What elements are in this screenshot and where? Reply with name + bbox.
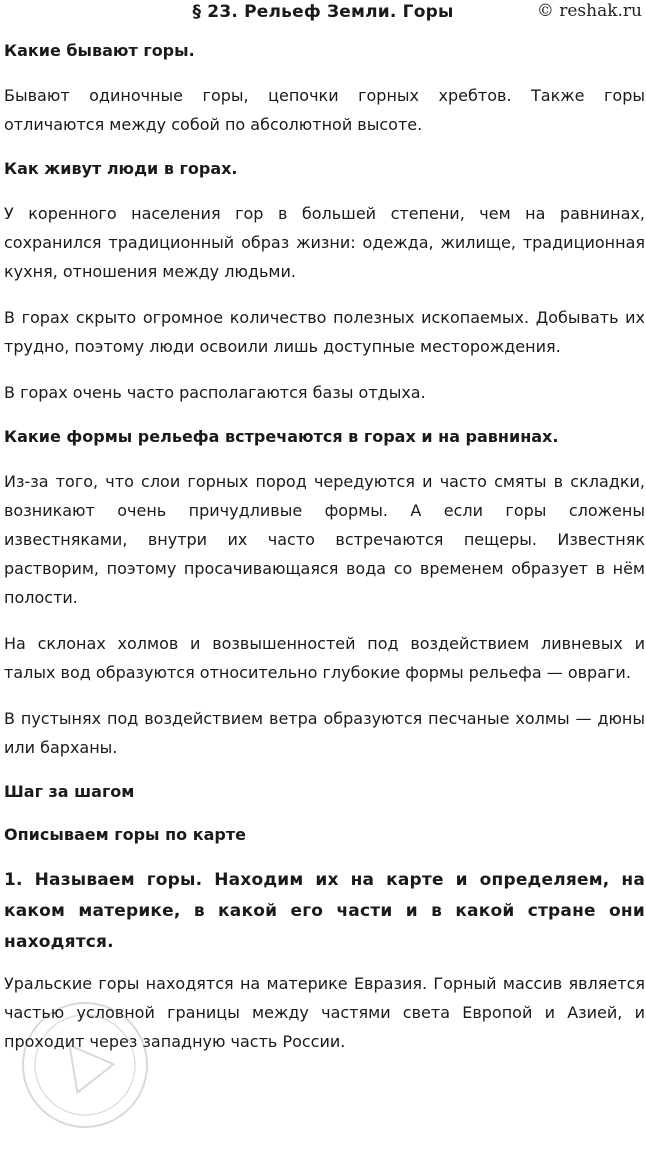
paragraph: Уральские горы находятся на материке Евразия. Горный массив является частью условной границы между частями света Европой и Азией, и проходит через западную часть России. (4, 974, 645, 1051)
document-body (4, 38, 645, 1073)
paragraph: В горах скрыто огромное количество полезных ископаемых. Добывать их трудно, поэтому люди освоили лишь доступные месторождения. (4, 308, 645, 356)
heading-step-by-step: Шаг за шагом (4, 782, 135, 801)
paragraph: Бывают одиночные горы, цепочки горных хребтов. Также горы отличаются между собой по абсолютной высоте. (4, 86, 645, 134)
page-title: § 23. Рельеф Земли. Горы (192, 2, 454, 22)
paragraph: На склонах холмов и возвышенностей под воздействием ливневых и талых вод образуются относительно глубокие формы рельефа — овраги. (4, 634, 645, 682)
copyright-label: © reshak.ru (536, 1, 642, 21)
paragraph: У коренного населения гор в большей степени, чем на равнинах, сохранился традиционный образ жизни: одежда, жилище, традиционная кухня, отношения между людьми. (4, 204, 645, 281)
heading-describe-mountains: Описываем горы по карте (4, 825, 246, 844)
paragraph: В горах очень часто располагаются базы отдыха. (4, 383, 426, 402)
task-heading: 1. Называем горы. Находим их на карте и определяем, на каком материке, в какой его части и в какой стране они находятся. (4, 870, 645, 952)
page-header (0, 0, 646, 24)
paragraph: Из-за того, что слои горных пород чередуются и часто смяты в складки, возникают очень причудливые формы. А если горы сложены известняками, внутри их часто встречаются пещеры. Известняк растворим, поэтому просачивающаяся вода со временем образует в нём полости. (4, 472, 645, 607)
heading-people-in-mountains: Как живут люди в горах. (4, 159, 238, 178)
heading-relief-forms: Какие формы рельефа встречаются в горах и на равнинах. (4, 427, 559, 446)
heading-mountain-types: Какие бывают горы. (4, 41, 195, 60)
paragraph: В пустынях под воздействием ветра образуются песчаные холмы — дюны или барханы. (4, 709, 645, 757)
